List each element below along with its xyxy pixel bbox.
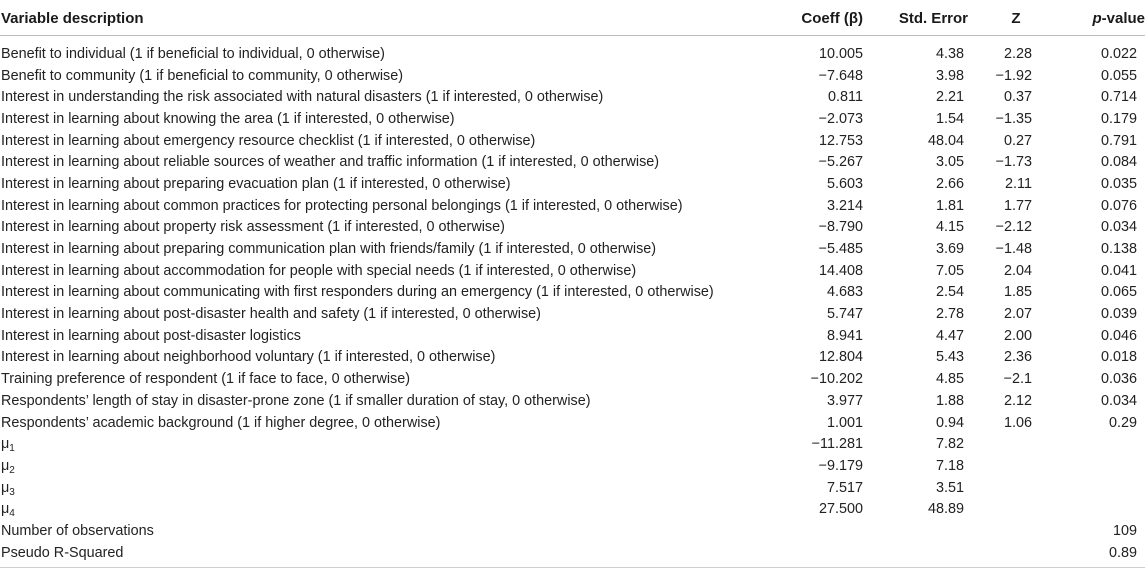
variable-description-cell: Interest in learning about preparing evacuation plan (1 if interested, 0 otherwise) <box>1 175 511 192</box>
header-variable-description: Variable description <box>0 2 770 36</box>
variable-description-cell: Interest in learning about accommodation for people with special needs (1 if interested, 0 otherwise) <box>1 262 637 279</box>
variable-description-cell: Benefit to community (1 if beneficial to community, 0 otherwise) <box>1 67 404 84</box>
p-value-cell <box>1060 455 1145 477</box>
z-cell: 2.11 <box>1005 175 1032 192</box>
threshold-symbol: μ <box>1 479 10 496</box>
p-value-cell: 0.076 <box>1100 197 1137 214</box>
table-row <box>0 173 1145 195</box>
variable-description-cell: Interest in learning about preparing communication plan with friends/family (1 if interested, 0 otherwise) <box>1 241 657 258</box>
header-p-value <box>1060 2 1145 36</box>
coeff-cell: −5.485 <box>818 241 863 258</box>
std-error-cell: 2.21 <box>935 89 964 106</box>
coeff-cell: −10.202 <box>810 371 863 388</box>
coeff-cell: 5.603 <box>826 175 863 192</box>
variable-description-cell: Training preference of respondent (1 if face to face, 0 otherwise) <box>1 371 411 388</box>
threshold-symbol: μ <box>1 436 10 453</box>
regression-results-table <box>0 2 1145 564</box>
coeff-cell: −11.281 <box>811 436 863 453</box>
std-error-cell: 1.54 <box>935 110 964 127</box>
table-row <box>0 347 1145 369</box>
std-error-cell: 4.47 <box>935 327 964 344</box>
p-value-cell: 0.018 <box>1100 349 1137 366</box>
table-row <box>0 65 1145 87</box>
summary-stat-row <box>0 542 1145 564</box>
std-error-cell: 2.66 <box>935 175 964 192</box>
coeff-cell: 12.753 <box>818 132 863 149</box>
threshold-row <box>0 455 1145 477</box>
table-row <box>0 238 1145 260</box>
empty-cell <box>980 520 1060 542</box>
table-row <box>0 43 1145 65</box>
std-error-cell: 4.38 <box>935 45 964 62</box>
threshold-symbol: μ <box>1 501 10 518</box>
z-cell: 2.12 <box>1003 392 1032 409</box>
z-cell <box>980 433 1060 455</box>
p-value-cell <box>1060 433 1145 455</box>
empty-cell <box>870 520 980 542</box>
stat-label-cell: Number of observations <box>1 522 154 539</box>
stat-label-cell: Pseudo R-Squared <box>1 544 124 561</box>
std-error-cell: 48.04 <box>927 132 964 149</box>
z-cell: 1.06 <box>1003 414 1032 431</box>
std-error-cell: 3.51 <box>935 479 964 496</box>
table-row <box>0 325 1145 347</box>
std-error-cell: 3.05 <box>935 154 964 171</box>
threshold-symbol: μ <box>1 457 10 474</box>
p-value-cell: 0.065 <box>1100 284 1137 301</box>
coeff-cell: −7.648 <box>818 67 863 84</box>
coeff-cell: 3.214 <box>826 197 863 214</box>
std-error-cell: 4.85 <box>935 371 964 388</box>
std-error-cell: 7.82 <box>935 436 964 453</box>
p-value-cell: 0.036 <box>1100 371 1137 388</box>
z-cell: 2.36 <box>1003 349 1032 366</box>
std-error-cell: 2.54 <box>935 284 964 301</box>
stat-value-cell: 0.89 <box>1108 544 1137 561</box>
variable-description-cell: Interest in learning about neighborhood voluntary (1 if interested, 0 otherwise) <box>1 349 496 366</box>
table-body <box>0 36 1145 564</box>
std-error-cell: 1.88 <box>935 392 964 409</box>
p-value-cell: 0.055 <box>1100 67 1137 84</box>
z-cell: −1.92 <box>995 67 1032 84</box>
variable-description-cell: Interest in learning about property risk assessment (1 if interested, 0 otherwise) <box>1 219 505 236</box>
variable-description-cell: Respondents’ length of stay in disaster-prone zone (1 if smaller duration of stay, 0 otherwise) <box>1 392 591 409</box>
z-cell: 2.00 <box>1003 327 1032 344</box>
coeff-cell: 5.747 <box>826 306 863 323</box>
z-cell <box>980 455 1060 477</box>
threshold-index: 2 <box>9 464 15 476</box>
coeff-cell: 1.001 <box>826 414 863 431</box>
threshold-label-cell <box>0 498 770 520</box>
coeff-cell: −5.267 <box>818 154 863 171</box>
std-error-cell: 5.43 <box>935 349 964 366</box>
std-error-cell: 1.81 <box>935 197 964 214</box>
z-cell <box>980 477 1060 499</box>
coeff-cell: −2.073 <box>818 110 863 127</box>
std-error-cell: 3.98 <box>935 67 964 84</box>
table-row <box>0 86 1145 108</box>
coeff-cell: −9.179 <box>818 457 863 474</box>
z-cell: 1.85 <box>1003 284 1032 301</box>
std-error-cell: 4.15 <box>935 219 964 236</box>
p-value-cell: 0.041 <box>1100 262 1137 279</box>
variable-description-cell: Benefit to individual (1 if beneficial to individual, 0 otherwise) <box>1 45 385 62</box>
threshold-index: 4 <box>9 508 15 520</box>
z-cell: 0.37 <box>1003 89 1032 106</box>
coeff-cell: 27.500 <box>818 501 863 518</box>
p-value-cell: 0.791 <box>1100 132 1137 149</box>
p-value-cell: 0.046 <box>1100 327 1137 344</box>
variable-description-cell: Interest in learning about reliable sources of weather and traffic information (1 if interested, 0 otherwise) <box>1 154 660 171</box>
table-row <box>0 108 1145 130</box>
table-row <box>0 390 1145 412</box>
table-row <box>0 368 1145 390</box>
header-row <box>0 2 1145 36</box>
table-row <box>0 217 1145 239</box>
empty-cell <box>770 520 870 542</box>
variable-description-cell: Interest in learning about post-disaster logistics <box>1 327 301 344</box>
variable-description-cell: Interest in learning about communicating with first responders during an emergency (1 if interested, 0 otherwise) <box>1 284 714 301</box>
threshold-row <box>0 498 1145 520</box>
p-value-cell: 0.039 <box>1100 306 1137 323</box>
coeff-cell: −8.790 <box>818 219 863 236</box>
coeff-cell: 12.804 <box>818 349 863 366</box>
threshold-row <box>0 433 1145 455</box>
variable-description-cell: Interest in learning about knowing the area (1 if interested, 0 otherwise) <box>1 110 455 127</box>
header-p-rest: -value <box>1101 10 1145 27</box>
variable-description-cell: Interest in learning about emergency resource checklist (1 if interested, 0 otherwise) <box>1 132 536 149</box>
p-value-cell: 0.714 <box>1100 89 1137 106</box>
coeff-cell: 8.941 <box>826 327 863 344</box>
z-cell <box>980 498 1060 520</box>
coeff-cell: 14.408 <box>818 262 863 279</box>
coeff-cell: 3.977 <box>826 392 863 409</box>
coeff-cell: 0.811 <box>828 89 863 106</box>
variable-description-cell: Interest in understanding the risk associated with natural disasters (1 if interested, 0 otherwise) <box>1 89 604 106</box>
p-value-cell: 0.035 <box>1100 175 1137 192</box>
variable-description-cell: Respondents’ academic background (1 if higher degree, 0 otherwise) <box>1 414 441 431</box>
std-error-cell: 7.18 <box>935 457 964 474</box>
threshold-index: 1 <box>9 443 15 455</box>
variable-description-cell: Interest in learning about common practices for protecting personal belongings (1 if interested, 0 otherwise) <box>1 197 683 214</box>
std-error-cell: 0.94 <box>935 414 964 431</box>
coeff-cell: 4.683 <box>826 284 863 301</box>
p-value-cell: 0.138 <box>1100 241 1137 258</box>
empty-cell <box>870 542 980 564</box>
p-value-cell: 0.179 <box>1100 110 1137 127</box>
threshold-label-cell <box>0 455 770 477</box>
header-coeff: Coeff (β) <box>770 2 870 36</box>
threshold-label-cell <box>0 433 770 455</box>
p-value-cell: 0.29 <box>1108 414 1137 431</box>
table-header <box>0 2 1145 36</box>
z-cell: 2.07 <box>1003 306 1032 323</box>
std-error-cell: 48.89 <box>927 501 964 518</box>
z-cell: −1.35 <box>995 110 1032 127</box>
table-row <box>0 412 1145 434</box>
p-value-cell: 0.084 <box>1100 154 1137 171</box>
summary-stat-row <box>0 520 1145 542</box>
std-error-cell: 2.78 <box>935 306 964 323</box>
p-value-cell: 0.022 <box>1100 45 1137 62</box>
empty-cell <box>770 542 870 564</box>
p-value-cell <box>1060 477 1145 499</box>
z-cell: −1.48 <box>995 241 1032 258</box>
z-cell: 2.04 <box>1003 262 1032 279</box>
std-error-cell: 7.05 <box>935 262 964 279</box>
header-z: Z <box>980 2 1060 36</box>
header-std-error: Std. Error <box>870 2 980 36</box>
header-p-italic: p <box>1092 10 1102 27</box>
threshold-index: 3 <box>9 486 15 498</box>
z-cell: 1.77 <box>1003 197 1032 214</box>
table-row <box>0 303 1145 325</box>
z-cell: 2.28 <box>1003 45 1032 62</box>
table-row <box>0 260 1145 282</box>
z-cell: −2.1 <box>1003 371 1032 388</box>
stat-value-cell: 109 <box>1112 522 1137 539</box>
variable-description-cell: Interest in learning about post-disaster health and safety (1 if interested, 0 otherwise) <box>1 306 541 323</box>
p-value-cell <box>1060 498 1145 520</box>
std-error-cell: 3.69 <box>935 241 964 258</box>
empty-cell <box>980 542 1060 564</box>
coeff-cell: 10.005 <box>818 45 863 62</box>
threshold-row <box>0 477 1145 499</box>
table-bottom-rule <box>0 567 1145 568</box>
header-spacer <box>0 36 1145 44</box>
p-value-cell: 0.034 <box>1100 219 1137 236</box>
table-row <box>0 195 1145 217</box>
threshold-label-cell <box>0 477 770 499</box>
table-row <box>0 130 1145 152</box>
z-cell: −1.73 <box>995 154 1032 171</box>
table-row <box>0 151 1145 173</box>
z-cell: −2.12 <box>995 219 1032 236</box>
z-cell: 0.27 <box>1003 132 1032 149</box>
coeff-cell: 7.517 <box>826 479 863 496</box>
table-row <box>0 282 1145 304</box>
p-value-cell: 0.034 <box>1100 392 1137 409</box>
